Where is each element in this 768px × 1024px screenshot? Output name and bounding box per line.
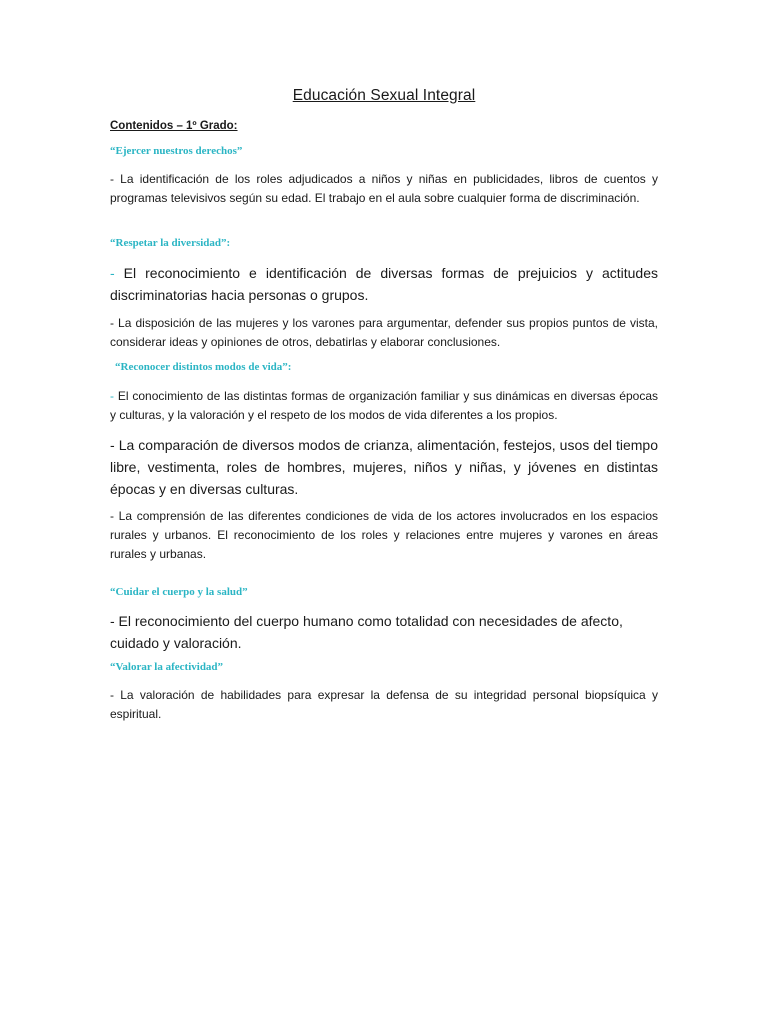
paragraph-text: - La comprensión de las diferentes condiciones de vida de los actores involucrados en los espacios rurales y urbanos. El reconocimiento de los roles y relaciones entre mujeres y varones en áreas rurales y urbanas. xyxy=(110,509,658,561)
section-paragraph xyxy=(110,387,658,425)
section-paragraph xyxy=(110,170,658,208)
paragraph-text: - La identificación de los roles adjudicados a niños y niñas en publicidades, libros de cuentos y programas televisivos según su edad. El trabajo en el aula sobre cualquier forma de discriminación. xyxy=(110,172,658,205)
section-paragraph xyxy=(110,610,658,654)
section-heading-afectividad: “Valorar la afectividad” xyxy=(110,661,224,673)
paragraph-text: - La valoración de habilidades para expresar la defensa de su integridad personal biopsíquica y espiritual. xyxy=(110,688,658,721)
section-heading-modos-de-vida: “Reconocer distintos modos de vida”: xyxy=(115,361,292,373)
document-title: Educación Sexual Integral xyxy=(292,87,476,104)
section-heading-derechos: “Ejercer nuestros derechos” xyxy=(110,145,243,157)
section-paragraph xyxy=(110,686,658,724)
bullet-dash: - xyxy=(110,389,114,403)
document-subtitle: Contenidos – 1º Grado: xyxy=(110,120,238,132)
paragraph-text: El reconocimiento e identificación de diversas formas de prejuicios y actitudes discriminatorias hacia personas o grupos. xyxy=(110,265,658,303)
paragraph-text: - La disposición de las mujeres y los varones para argumentar, defender sus propios puntos de vista, considerar ideas y opiniones de otros, debatirlas y elaborar conclusiones. xyxy=(110,316,658,349)
section-paragraph xyxy=(110,507,658,564)
paragraph-text: - La comparación de diversos modos de crianza, alimentación, festejos, usos del tiempo libre, vestimenta, roles de hombres, mujeres, niños y niñas, y jóvenes en distintas épocas y en diversas culturas. xyxy=(110,437,658,497)
bullet-dash: - xyxy=(110,265,115,281)
section-paragraph xyxy=(110,262,658,306)
paragraph-text: - El reconocimiento del cuerpo humano como totalidad con necesidades de afecto, cuidado y valoración. xyxy=(110,613,623,651)
section-paragraph xyxy=(110,434,658,500)
section-paragraph xyxy=(110,314,658,352)
section-heading-diversidad: “Respetar la diversidad”: xyxy=(110,237,231,249)
paragraph-text: El conocimiento de las distintas formas de organización familiar y sus dinámicas en diversas épocas y culturas, y la valoración y el respeto de los modos de vida diferentes a los propios. xyxy=(110,389,658,422)
section-heading-cuerpo-salud: “Cuidar el cuerpo y la salud” xyxy=(110,586,248,598)
